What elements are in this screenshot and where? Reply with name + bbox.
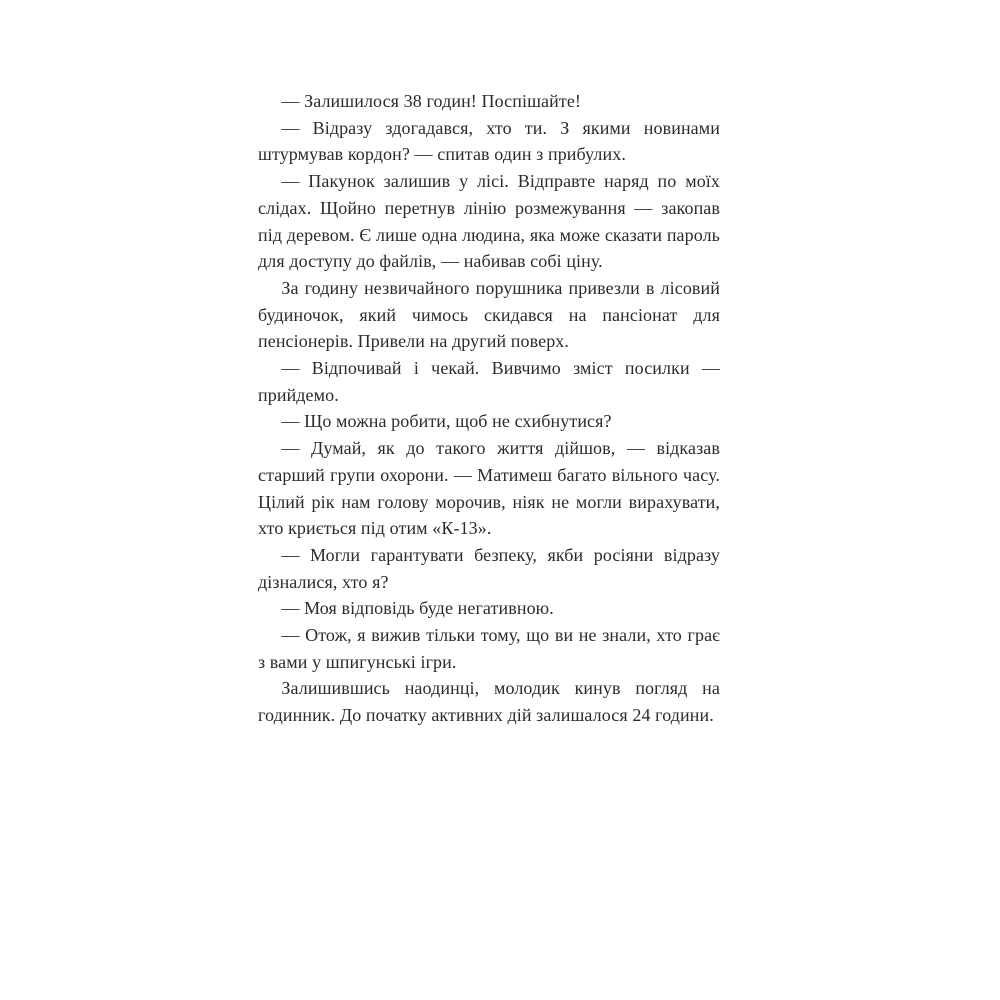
paragraph: За годину незвичайного порушника привезли в лісовий будиночок, який чимось скидався на пансіонат для пенсіонерів. Привели на другий поверх. [258,277,720,352]
paragraph: — Отож, я вижив тільки тому, що ви не знали, хто грає з вами у шпигунські ігри. [258,625,720,672]
paragraph: Залишившись наодинці, молодик кинув погляд на годинник. До початку активних дій залишалося 24 години. [258,678,720,726]
paragraph: — Що можна робити, щоб не схибнутися? [281,411,612,432]
paragraph: — Моя відповідь буде негативною. [281,598,554,619]
paragraph: — Пакунок залишив у лісі. Відправте наряд по моїх слідах. Щойно перетнув лінію розмежування — закопав під деревом. Є лише одна людина, яка може сказати пароль для доступу до файлів, — набивав собі ціну. [258,171,720,272]
paragraph: — Могли гарантувати безпеку, якби росіяни відразу дізналися, хто я? [258,544,720,592]
paragraph: — Відпочивай і чекай. Вивчимо зміст посилки — прийдемо. [258,358,720,405]
paragraph: — Відразу здогадався, хто ти. З якими новинами штурмував кордон? — спитав один з прибулих. [258,117,720,165]
paragraph: — Думай, як до такого життя дійшов, — відказав старший групи охорони. — Матимеш багато вільного часу. Цілий рік нам голову морочив, ніяк не могли вирахувати, хто криється під отим «К-13». [258,438,720,539]
paragraph: — Залишилося 38 годин! Поспішайте! [281,91,581,111]
page-text [258,88,720,729]
